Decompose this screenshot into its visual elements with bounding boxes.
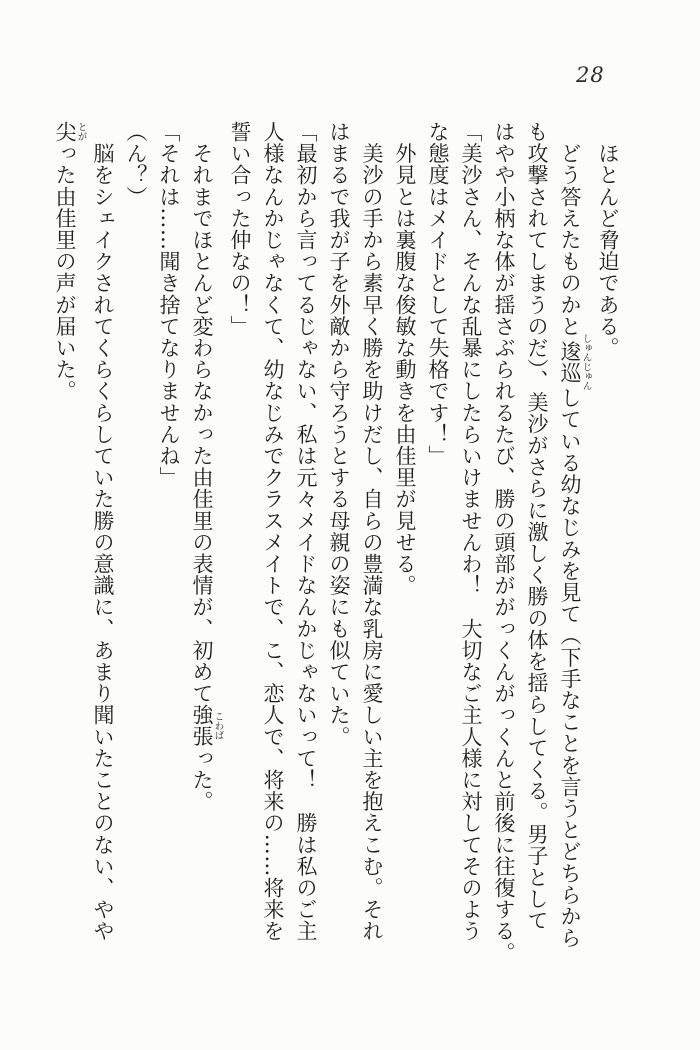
text-line: な態度はメイドとして失格です！」: [426, 121, 450, 467]
text-line: 尖とがった由佳里の声が届いた。: [53, 121, 87, 402]
furigana-term: 逡巡しゅんじゅん: [558, 333, 592, 391]
page-text-area: [48, 121, 624, 973]
text-line: 美沙の手から素早く勝を助けだし、自らの豊満な乳房に愛しい主を抱えこむ。それ: [360, 121, 384, 942]
furigana-term: 強張こわば: [190, 704, 224, 748]
text-line: それまでほとんど変わらなかった由佳里の表情が、初めて強張こわばった。: [190, 121, 224, 813]
text-line: 外見とは裏腹な俊敏な動きを由佳里が見せる。: [393, 121, 417, 597]
text-line: 誓い合った仲なの！」: [228, 121, 252, 337]
furigana-reading: しゅんじゅん: [580, 333, 592, 391]
text-line: 「それは……聞き捨てなりませんね」: [157, 121, 181, 489]
furigana-reading: とが: [75, 121, 87, 143]
text-line: どう答えたものかと逡巡しゅんじゅんしている幼なじみを見て（下手なことを言うとどちらから: [558, 121, 592, 949]
text-line: （ん？）: [124, 121, 148, 208]
text-line: 人様なんかじゃなくて、幼なじみでクラスメイトで、こ、恋人で、将来の……将来を: [261, 121, 285, 942]
text-line: 「最初から言ってるじゃない、私は元々メイドなんかじゃないって！ 勝は私のご主: [294, 121, 318, 942]
text-line: 「美沙さん、そんな乱暴にしたらいけませんわ！ 大切なご主人様に対してそのよう: [459, 121, 483, 942]
text-line: ほとんど脅迫である。: [596, 121, 620, 359]
furigana-term: 尖とが: [53, 121, 87, 143]
text-line: はやや小柄な体が揺さぶられるたび、勝の頭部ががっくんがっくんと前後に往復する。: [492, 121, 516, 964]
text-line: はまるで我が子を外敵から守ろうとする母親の姿にも似ていた。: [327, 121, 351, 748]
text-line: 脳をシェイクされてくらくらしていた勝の意識に、あまり聞いたことのない、やや: [91, 121, 115, 942]
page-number: 28: [576, 63, 605, 87]
text-line: も攻撃されてしまうのだ）、美沙がさらに激しく勝の体を揺らしてくる。男子として: [525, 121, 549, 932]
furigana-reading: こわば: [212, 704, 224, 748]
